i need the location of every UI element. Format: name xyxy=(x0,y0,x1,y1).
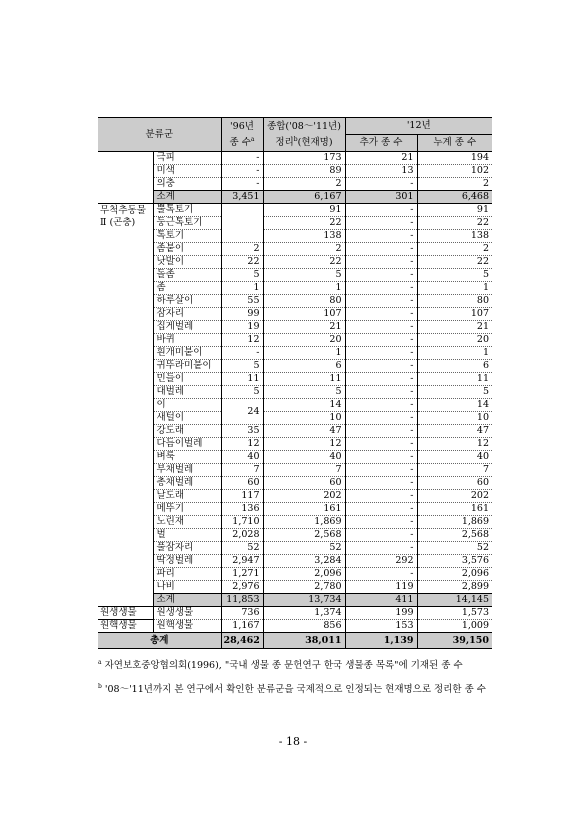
count-1996: 117 xyxy=(221,490,263,503)
count-2012-added: - xyxy=(345,451,417,464)
count-2012-added: - xyxy=(345,386,417,399)
count-2012-cumulative: 102 xyxy=(417,165,492,178)
count-summary: 161 xyxy=(263,503,345,516)
count-summary: 2 xyxy=(263,178,345,191)
table-row xyxy=(98,477,492,490)
count-2012-cumulative: 11 xyxy=(417,373,492,386)
taxon-name: 낫발이 xyxy=(153,256,221,269)
table-row xyxy=(98,399,492,412)
count-2012-cumulative: 194 xyxy=(417,152,492,165)
table-row xyxy=(98,594,492,607)
count-1996: 1,167 xyxy=(221,620,263,633)
count-summary: 856 xyxy=(263,620,345,633)
count-summary: 12 xyxy=(263,438,345,451)
count-2012-cumulative: 6,468 xyxy=(417,191,492,204)
taxon-name: 강도래 xyxy=(153,425,221,438)
count-1996: 5 xyxy=(221,360,263,373)
taxon-name: 둥근톡토기 xyxy=(153,217,221,230)
taxon-name: 귀뚜라미붙이 xyxy=(153,360,221,373)
count-2012-added: - xyxy=(345,412,417,425)
table-row xyxy=(98,568,492,581)
table-row xyxy=(98,152,492,165)
count-summary: 80 xyxy=(263,295,345,308)
table-row xyxy=(98,178,492,191)
group-cell xyxy=(98,581,153,594)
count-2012-added: - xyxy=(345,542,417,555)
header-group: 분류군 xyxy=(98,118,221,152)
count-2012-added: - xyxy=(345,347,417,360)
count-1996: 2,028 xyxy=(221,529,263,542)
table-row xyxy=(98,503,492,516)
count-1996: 5 xyxy=(221,269,263,282)
count-2012-cumulative: 3,576 xyxy=(417,555,492,568)
header-12-add: 추가 종 수 xyxy=(345,135,417,152)
header-sum-bottom: 정리$^b$(현재명) xyxy=(263,135,345,152)
species-count-table xyxy=(98,117,492,649)
count-2012-cumulative: 1,869 xyxy=(417,516,492,529)
count-summary: 60 xyxy=(263,477,345,490)
group-cell xyxy=(98,399,153,412)
group-cell xyxy=(98,490,153,503)
taxon-name: 부채벌레 xyxy=(153,464,221,477)
count-2012-added: - xyxy=(345,529,417,542)
group-cell xyxy=(98,295,153,308)
count-2012-cumulative: 1 xyxy=(417,282,492,295)
count-summary: 2 xyxy=(263,243,345,256)
count-2012-cumulative: 21 xyxy=(417,321,492,334)
group-cell xyxy=(98,412,153,425)
taxon-name: 하루살이 xyxy=(153,295,221,308)
count-2012-added: - xyxy=(345,399,417,412)
total-sum: 38,011 xyxy=(263,633,345,649)
count-2012-added: - xyxy=(345,217,417,230)
group-cell xyxy=(98,464,153,477)
count-1996: 24 xyxy=(221,399,263,425)
table-row xyxy=(98,295,492,308)
count-2012-cumulative: 7 xyxy=(417,464,492,477)
count-2012-added: - xyxy=(345,464,417,477)
taxon-name: 딱정벌레 xyxy=(153,555,221,568)
taxon-name: 소계 xyxy=(153,191,221,204)
count-2012-cumulative: 14 xyxy=(417,399,492,412)
table-row xyxy=(98,334,492,347)
group-cell: 원생생물 xyxy=(98,607,153,620)
count-summary: 11 xyxy=(263,373,345,386)
count-summary: 10 xyxy=(263,412,345,425)
count-2012-added: 411 xyxy=(345,594,417,607)
header-12-top: '12년 xyxy=(345,118,492,135)
count-2012-cumulative: 91 xyxy=(417,204,492,217)
count-2012-cumulative: 107 xyxy=(417,308,492,321)
taxon-name: 의충 xyxy=(153,178,221,191)
table-row xyxy=(98,373,492,386)
count-summary: 2,096 xyxy=(263,568,345,581)
count-summary: 7 xyxy=(263,464,345,477)
count-1996: - xyxy=(221,152,263,165)
taxon-name: 노린재 xyxy=(153,516,221,529)
table-row xyxy=(98,347,492,360)
count-2012-cumulative: 47 xyxy=(417,425,492,438)
taxon-name: 날도래 xyxy=(153,490,221,503)
count-2012-added: 13 xyxy=(345,165,417,178)
group-cell xyxy=(98,230,153,243)
count-1996 xyxy=(221,204,263,243)
count-1996: 3,451 xyxy=(221,191,263,204)
count-summary: 40 xyxy=(263,451,345,464)
total-add: 1,139 xyxy=(345,633,417,649)
count-2012-added: - xyxy=(345,477,417,490)
taxon-name: 메뚜기 xyxy=(153,503,221,516)
table-row xyxy=(98,321,492,334)
count-2012-cumulative: 1,573 xyxy=(417,607,492,620)
group-cell xyxy=(98,334,153,347)
count-2012-added: 292 xyxy=(345,555,417,568)
count-1996: 55 xyxy=(221,295,263,308)
header-12-cum: 누계 종 수 xyxy=(417,135,492,152)
header-sum-top: 종합('08～'11년) xyxy=(263,118,345,135)
count-summary: 202 xyxy=(263,490,345,503)
count-1996: 52 xyxy=(221,542,263,555)
count-summary: 89 xyxy=(263,165,345,178)
count-summary: 5 xyxy=(263,269,345,282)
count-2012-cumulative: 161 xyxy=(417,503,492,516)
count-2012-added: - xyxy=(345,295,417,308)
table-row xyxy=(98,308,492,321)
count-2012-added: - xyxy=(345,243,417,256)
table-row xyxy=(98,425,492,438)
count-2012-added: 301 xyxy=(345,191,417,204)
taxon-name: 미색 xyxy=(153,165,221,178)
count-1996: 1,271 xyxy=(221,568,263,581)
count-summary: 22 xyxy=(263,256,345,269)
count-1996: - xyxy=(221,347,263,360)
total-label: 총계 xyxy=(98,633,221,649)
table-row xyxy=(98,451,492,464)
count-summary: 2,568 xyxy=(263,529,345,542)
count-2012-added: - xyxy=(345,282,417,295)
total-96: 28,462 xyxy=(221,633,263,649)
count-2012-cumulative: 22 xyxy=(417,217,492,230)
count-summary: 1,374 xyxy=(263,607,345,620)
table-row xyxy=(98,620,492,633)
group-cell xyxy=(98,360,153,373)
taxon-name: 대벌레 xyxy=(153,386,221,399)
count-2012-added: - xyxy=(345,516,417,529)
count-2012-added: - xyxy=(345,425,417,438)
count-1996: 7 xyxy=(221,464,263,477)
count-2012-cumulative: 1 xyxy=(417,347,492,360)
group-cell xyxy=(98,269,153,282)
group-cell xyxy=(98,555,153,568)
table-row xyxy=(98,490,492,503)
count-2012-cumulative: 1,009 xyxy=(417,620,492,633)
count-2012-added: - xyxy=(345,373,417,386)
count-1996: 35 xyxy=(221,425,263,438)
table-row xyxy=(98,256,492,269)
count-1996: 136 xyxy=(221,503,263,516)
count-2012-added: - xyxy=(345,503,417,516)
group-cell xyxy=(98,529,153,542)
group-cell xyxy=(98,477,153,490)
count-2012-cumulative: 52 xyxy=(417,542,492,555)
taxon-name: 원생생물 xyxy=(153,607,221,620)
taxon-name: 돌좀 xyxy=(153,269,221,282)
taxon-name: 좀붙이 xyxy=(153,243,221,256)
count-summary: 14 xyxy=(263,399,345,412)
group-cell xyxy=(98,503,153,516)
count-2012-added: - xyxy=(345,308,417,321)
count-1996: 2,976 xyxy=(221,581,263,594)
table-row xyxy=(98,217,492,230)
count-2012-cumulative: 5 xyxy=(417,386,492,399)
count-2012-cumulative: 2,899 xyxy=(417,581,492,594)
footnote-a: $^a$ 자연보호중앙협의회(1996), "국내 생물 종 문헌연구 한국 생물종 목록"에 기재된 종 수 xyxy=(98,658,463,671)
group-cell xyxy=(98,308,153,321)
table-row xyxy=(98,165,492,178)
count-2012-cumulative: 2 xyxy=(417,178,492,191)
count-2012-added: - xyxy=(345,438,417,451)
count-summary: 22 xyxy=(263,217,345,230)
count-1996: 1,710 xyxy=(221,516,263,529)
group-cell xyxy=(98,594,153,607)
group-cell xyxy=(98,178,153,191)
group-cell: 무척추동물 xyxy=(98,204,153,217)
count-2012-added: 119 xyxy=(345,581,417,594)
taxon-name: 흰개미붙이 xyxy=(153,347,221,360)
group-cell xyxy=(98,191,153,204)
count-summary: 20 xyxy=(263,334,345,347)
table-row xyxy=(98,282,492,295)
count-2012-added: - xyxy=(345,321,417,334)
count-1996: 2 xyxy=(221,243,263,256)
count-1996: 12 xyxy=(221,334,263,347)
count-summary: 47 xyxy=(263,425,345,438)
count-2012-cumulative: 5 xyxy=(417,269,492,282)
taxon-name: 잠자리 xyxy=(153,308,221,321)
group-cell xyxy=(98,451,153,464)
count-summary: 5 xyxy=(263,386,345,399)
count-1996: - xyxy=(221,165,263,178)
table-row xyxy=(98,360,492,373)
count-summary: 91 xyxy=(263,204,345,217)
count-summary: 107 xyxy=(263,308,345,321)
count-2012-cumulative: 2 xyxy=(417,243,492,256)
count-2012-cumulative: 12 xyxy=(417,438,492,451)
taxon-name: 원핵생물 xyxy=(153,620,221,633)
count-2012-added: - xyxy=(345,334,417,347)
count-summary: 6 xyxy=(263,360,345,373)
total-cum: 39,150 xyxy=(417,633,492,649)
table-body xyxy=(98,152,492,633)
count-2012-added: - xyxy=(345,230,417,243)
count-2012-cumulative: 40 xyxy=(417,451,492,464)
table-row xyxy=(98,243,492,256)
table-row xyxy=(98,204,492,217)
group-cell xyxy=(98,386,153,399)
group-cell xyxy=(98,282,153,295)
count-1996: - xyxy=(221,178,263,191)
count-2012-added: - xyxy=(345,360,417,373)
count-2012-cumulative: 2,096 xyxy=(417,568,492,581)
count-1996: 19 xyxy=(221,321,263,334)
table-row xyxy=(98,438,492,451)
count-2012-cumulative: 20 xyxy=(417,334,492,347)
count-summary: 13,734 xyxy=(263,594,345,607)
count-summary: 1 xyxy=(263,347,345,360)
taxon-name: 이 xyxy=(153,399,221,412)
count-summary: 21 xyxy=(263,321,345,334)
count-1996: 1 xyxy=(221,282,263,295)
count-summary: 3,284 xyxy=(263,555,345,568)
header-96-top: '96년 xyxy=(221,118,263,135)
count-1996: 99 xyxy=(221,308,263,321)
group-cell xyxy=(98,373,153,386)
taxon-name: 파리 xyxy=(153,568,221,581)
taxon-name: 소계 xyxy=(153,594,221,607)
footnote-b: $^b$ '08～'11년까지 본 연구에서 확인한 분류군을 국제적으로 인정되는 현재명으로 정리한 종 수 xyxy=(98,682,486,695)
table-row xyxy=(98,516,492,529)
count-2012-added: - xyxy=(345,490,417,503)
taxon-name: 극피 xyxy=(153,152,221,165)
count-summary: 6,167 xyxy=(263,191,345,204)
taxon-name: 다듬이벌레 xyxy=(153,438,221,451)
taxon-name: 나비 xyxy=(153,581,221,594)
taxon-name: 뿔톡토기 xyxy=(153,204,221,217)
group-cell xyxy=(98,438,153,451)
count-1996: 60 xyxy=(221,477,263,490)
count-summary: 138 xyxy=(263,230,345,243)
taxon-name: 벌 xyxy=(153,529,221,542)
group-cell xyxy=(98,321,153,334)
count-2012-cumulative: 6 xyxy=(417,360,492,373)
taxon-name: 바퀴 xyxy=(153,334,221,347)
group-cell xyxy=(98,425,153,438)
group-cell xyxy=(98,542,153,555)
count-2012-added: 153 xyxy=(345,620,417,633)
taxon-name: 새털이 xyxy=(153,412,221,425)
count-1996: 5 xyxy=(221,386,263,399)
count-1996: 736 xyxy=(221,607,263,620)
count-1996: 22 xyxy=(221,256,263,269)
group-cell xyxy=(98,568,153,581)
taxon-name: 톡토기 xyxy=(153,230,221,243)
count-summary: 2,780 xyxy=(263,581,345,594)
count-summary: 1 xyxy=(263,282,345,295)
count-1996: 2,947 xyxy=(221,555,263,568)
count-summary: 52 xyxy=(263,542,345,555)
count-1996: 12 xyxy=(221,438,263,451)
group-cell xyxy=(98,152,153,165)
count-2012-cumulative: 60 xyxy=(417,477,492,490)
count-2012-cumulative: 22 xyxy=(417,256,492,269)
taxon-name: 벼룩 xyxy=(153,451,221,464)
count-2012-added: 199 xyxy=(345,607,417,620)
count-2012-cumulative: 138 xyxy=(417,230,492,243)
table-row xyxy=(98,542,492,555)
table-row xyxy=(98,581,492,594)
table-row xyxy=(98,529,492,542)
table-row xyxy=(98,412,492,425)
group-cell: 원핵생물 xyxy=(98,620,153,633)
taxon-name: 집게벌레 xyxy=(153,321,221,334)
table-row xyxy=(98,386,492,399)
page-number: - 18 - xyxy=(278,735,308,748)
header-96-bottom: 종 수$^a$ xyxy=(221,135,263,152)
count-summary: 173 xyxy=(263,152,345,165)
count-1996: 11,853 xyxy=(221,594,263,607)
count-2012-added: 21 xyxy=(345,152,417,165)
group-cell xyxy=(98,165,153,178)
count-2012-added: - xyxy=(345,204,417,217)
count-2012-cumulative: 202 xyxy=(417,490,492,503)
table-row xyxy=(98,464,492,477)
taxon-name: 민들이 xyxy=(153,373,221,386)
taxon-name: 좀 xyxy=(153,282,221,295)
count-summary: 1,869 xyxy=(263,516,345,529)
count-2012-cumulative: 80 xyxy=(417,295,492,308)
total-row xyxy=(98,633,492,649)
count-2012-added: - xyxy=(345,256,417,269)
table-row xyxy=(98,230,492,243)
count-2012-cumulative: 2,568 xyxy=(417,529,492,542)
table-row xyxy=(98,555,492,568)
count-2012-added: - xyxy=(345,568,417,581)
group-cell xyxy=(98,243,153,256)
group-cell xyxy=(98,256,153,269)
taxon-name: 총채벌레 xyxy=(153,477,221,490)
taxon-name: 풀잠자리 xyxy=(153,542,221,555)
table-row xyxy=(98,269,492,282)
count-2012-added: - xyxy=(345,269,417,282)
count-2012-added: - xyxy=(345,178,417,191)
count-2012-cumulative: 14,145 xyxy=(417,594,492,607)
group-cell xyxy=(98,516,153,529)
group-cell: Ⅱ (곤충) xyxy=(98,217,153,230)
table-row xyxy=(98,607,492,620)
table-row xyxy=(98,191,492,204)
count-1996: 40 xyxy=(221,451,263,464)
count-1996: 11 xyxy=(221,373,263,386)
count-2012-cumulative: 10 xyxy=(417,412,492,425)
group-cell xyxy=(98,347,153,360)
